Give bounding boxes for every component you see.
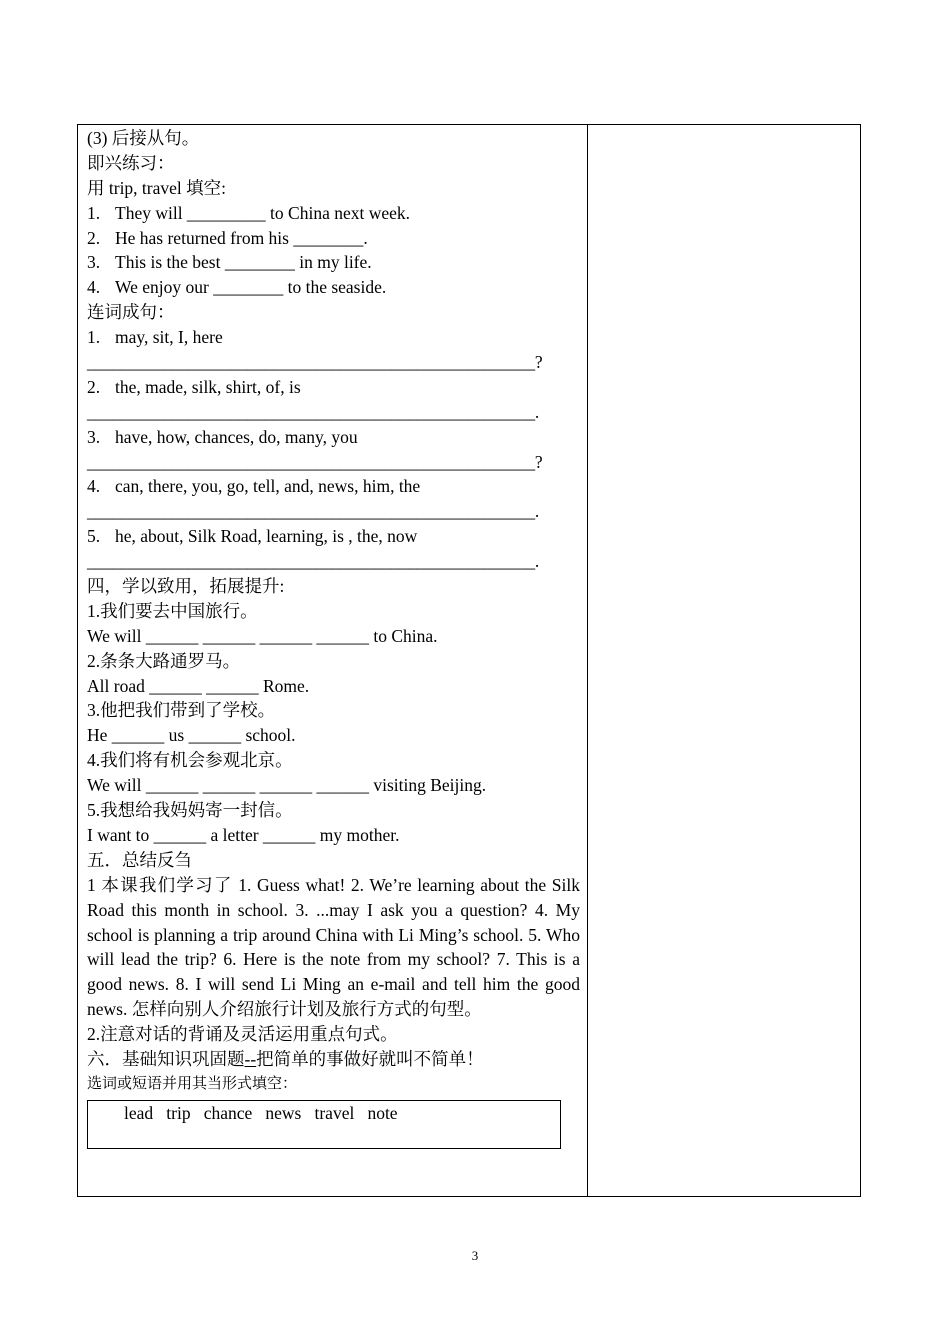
- translation-chinese: 1.我们要去中国旅行。: [87, 600, 258, 621]
- translation-chinese: 2.条条大路通罗马。: [87, 650, 241, 671]
- practice-heading: 即兴练习：: [87, 152, 175, 173]
- left-column: [78, 125, 588, 1196]
- translation-english: I want to ______ a letter ______ my mother.: [87, 824, 400, 845]
- section-5-heading: 五．总结反刍: [87, 849, 192, 870]
- order-item-answer-line: _____________________________________________________.: [87, 551, 539, 572]
- left-content: [87, 126, 580, 1149]
- fill-item: 1. They will _________ to China next week.: [87, 202, 411, 223]
- word-bank-box: [87, 1100, 561, 1149]
- order-item-words: 5. he, about, Silk Road, learning, is , the, now: [87, 526, 418, 547]
- order-item-answer-line: _____________________________________________________?: [87, 451, 543, 472]
- translation-chinese: 3.他把我们带到了学校。: [87, 700, 276, 721]
- translation-chinese: 4.我们将有机会参观北京。: [87, 750, 293, 771]
- translation-chinese: 5.我想给我妈妈寄一封信。: [87, 800, 293, 821]
- order-item-words: 4. can, there, you, go, tell, and, news, him, the: [87, 476, 421, 497]
- section-6-heading: 六．基础知识巩固题--把简单的事做好就叫不简单！: [87, 1049, 484, 1070]
- translation-english: We will ______ ______ ______ ______ visiting Beijing.: [87, 775, 487, 796]
- right-column-notes: [588, 125, 860, 1196]
- section-4-heading: 四，学以致用，拓展提升:: [87, 576, 285, 597]
- fill-item: 2. He has returned from his ________.: [87, 227, 368, 248]
- fill-item: 3. This is the best ________ in my life.: [87, 252, 372, 273]
- sentence-order-heading: 连词成句：: [87, 302, 175, 323]
- order-item-words: 3. have, how, chances, do, many, you: [87, 426, 358, 447]
- order-item-words: 2. the, made, silk, shirt, of, is: [87, 376, 301, 397]
- order-item-answer-line: _____________________________________________________.: [87, 401, 539, 422]
- fill-instruction: 用 trip, travel 填空:: [87, 177, 227, 198]
- page-number: 3: [471, 1248, 479, 1263]
- summary-paragraph: 1 本课我们学习了 1. Guess what! 2. We’re learning about the Silk Road this month in school. 3. ...may I ask you a question? 4. My school is planning a trip around China with Li Ming’s school. 5. Who will lead the trip? 6. Here is the note from my school? 7. This is a good news. 8. I will send Li Ming an e-mail and tell him the good news. 怎样向别人介绍旅行计划及旅行方式的句型。: [87, 874, 580, 1020]
- summary-note: 2.注意对话的背诵及灵活运用重点句式。: [87, 1024, 398, 1045]
- subclause-note: (3) 后接从句。: [87, 128, 200, 148]
- translation-english: All road ______ ______ Rome.: [87, 675, 310, 696]
- fill-item: 4. We enjoy our ________ to the seaside.: [87, 277, 387, 298]
- worksheet-table: [77, 124, 861, 1197]
- word-bank-list: lead trip chance news travel note: [124, 1102, 398, 1123]
- order-item-answer-line: _____________________________________________________?: [87, 352, 543, 373]
- section-6-instruction: 选词或短语并用其当形式填空：: [87, 1075, 298, 1092]
- translation-english: We will ______ ______ ______ ______ to China.: [87, 625, 438, 646]
- order-item-words: 1. may, sit, I, here: [87, 327, 223, 348]
- translation-english: He ______ us ______ school.: [87, 725, 296, 746]
- order-item-answer-line: _____________________________________________________.: [87, 501, 539, 522]
